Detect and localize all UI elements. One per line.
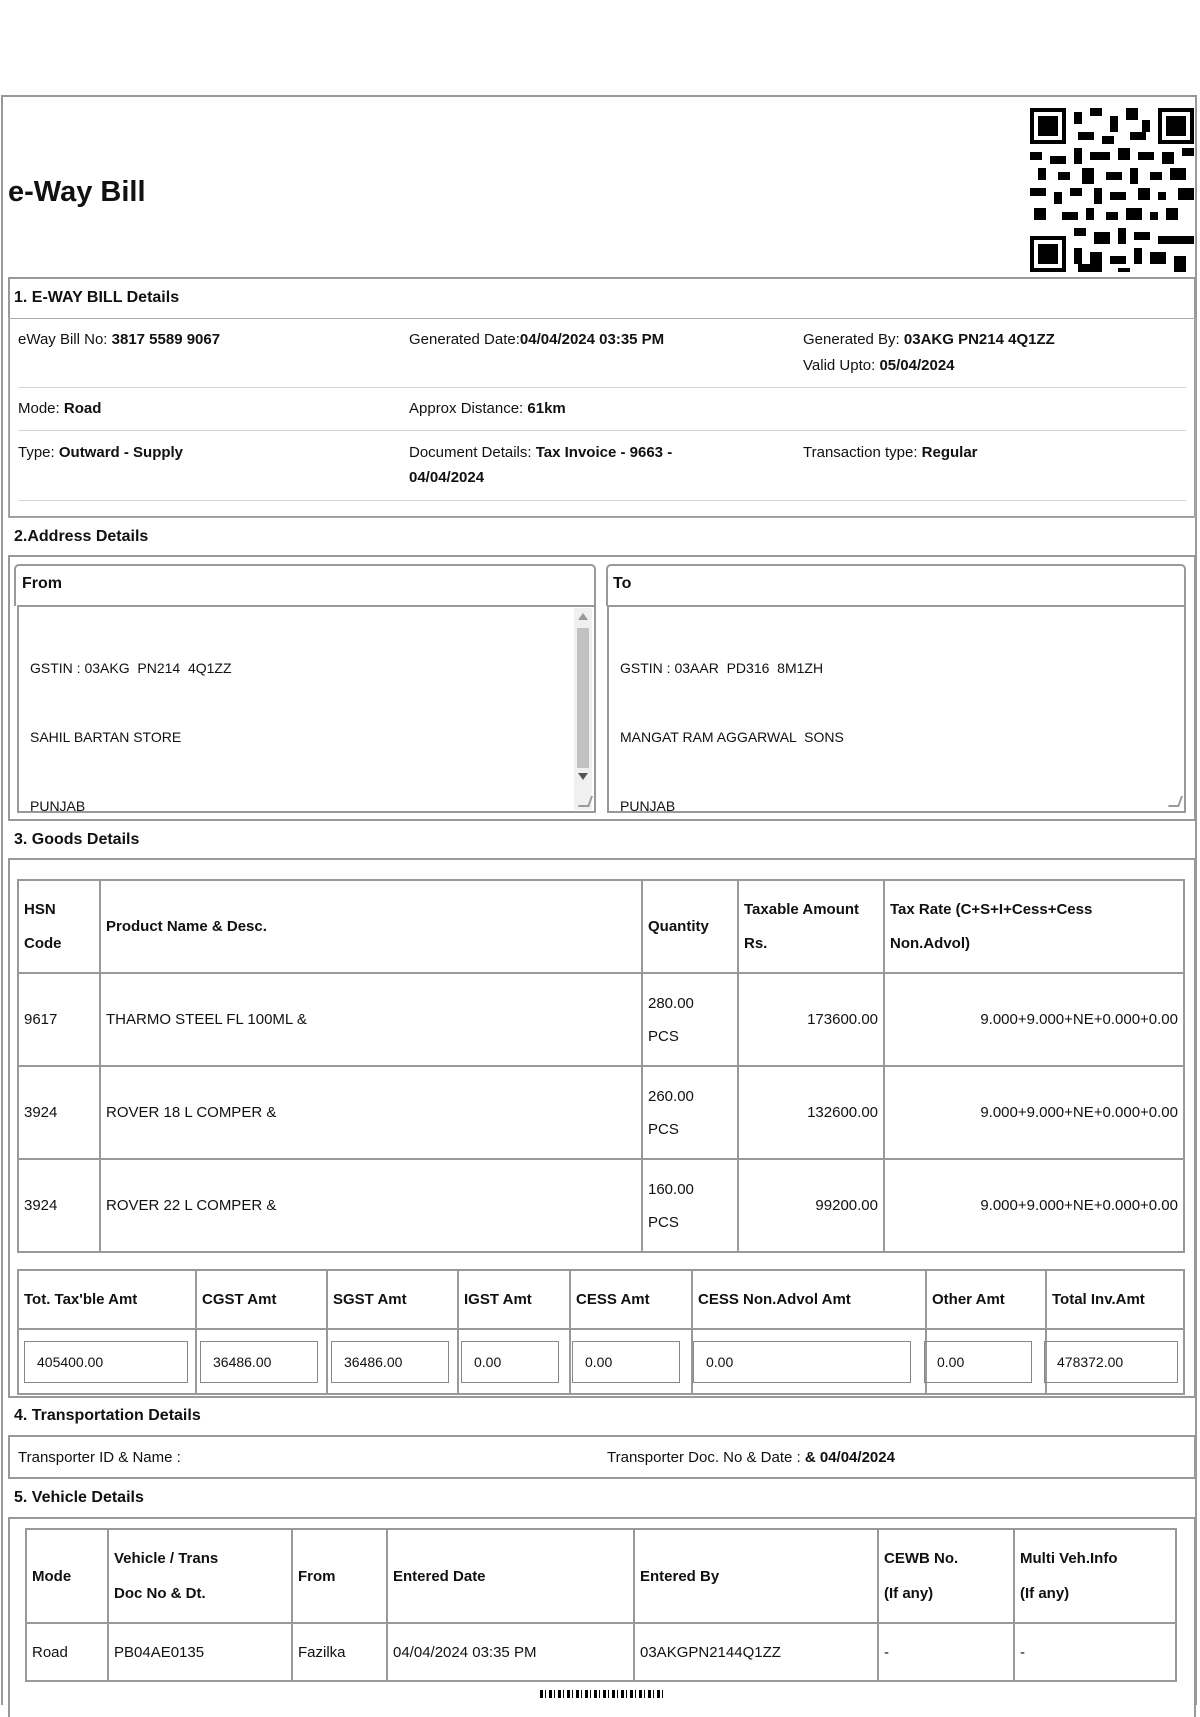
quantity-cell bbox=[642, 1159, 738, 1252]
col-cgst: CGST Amt bbox=[196, 1270, 327, 1329]
table-header-row bbox=[18, 880, 1184, 973]
supply-type-value: Outward - Supply bbox=[58, 444, 184, 461]
sgst-field[interactable]: 36486.00 bbox=[331, 1341, 449, 1383]
mode-label: Mode: bbox=[18, 400, 60, 417]
col-cewb-line1: CEWB No. bbox=[884, 1550, 959, 1567]
generated-date-value: 04/04/2024 03:35 PM bbox=[519, 331, 665, 348]
from-scrollbar[interactable] bbox=[574, 608, 592, 810]
generated-date bbox=[409, 327, 664, 352]
entered-by-cell: 03AKGPN2144Q1ZZ bbox=[634, 1623, 878, 1681]
quantity-value: 260.00 bbox=[648, 1087, 694, 1105]
col-quantity: Quantity bbox=[642, 880, 738, 973]
col-hsn-line1: HSN bbox=[24, 900, 56, 918]
document-details-label: Document Details: bbox=[409, 444, 532, 461]
generated-by bbox=[803, 327, 1055, 352]
col-entered-date: Entered Date bbox=[387, 1529, 634, 1623]
col-total-taxable: Tot. Tax'ble Amt bbox=[18, 1270, 196, 1329]
valid-upto bbox=[803, 353, 955, 378]
qr-code-icon bbox=[1030, 108, 1194, 272]
quantity-value: 280.00 bbox=[648, 994, 694, 1012]
col-multi-veh bbox=[1014, 1529, 1176, 1623]
col-hsn bbox=[18, 880, 100, 973]
table-row bbox=[18, 1066, 1184, 1159]
section-heading-goods: 3. Goods Details bbox=[14, 831, 140, 848]
vehicle-header-row bbox=[26, 1529, 1176, 1623]
taxable-cell: 173600.00 bbox=[738, 973, 884, 1066]
hsn-cell: 3924 bbox=[18, 1066, 100, 1159]
col-cess: CESS Amt bbox=[570, 1270, 692, 1329]
cgst-field[interactable]: 36486.00 bbox=[200, 1341, 318, 1383]
quantity-unit: PCS bbox=[648, 1213, 679, 1231]
col-cess-non-advol: CESS Non.Advol Amt bbox=[692, 1270, 926, 1329]
cewb-cell: - bbox=[878, 1623, 1014, 1681]
quantity-cell bbox=[642, 973, 738, 1066]
other-amt-field[interactable]: 0.00 bbox=[924, 1341, 1032, 1383]
approx-distance bbox=[409, 396, 566, 421]
to-address-textarea[interactable] bbox=[607, 605, 1186, 813]
col-cewb bbox=[878, 1529, 1014, 1623]
product-cell: ROVER 22 L COMPER & bbox=[100, 1159, 642, 1252]
taxable-cell: 132600.00 bbox=[738, 1066, 884, 1159]
col-taxable-line1: Taxable Amount bbox=[744, 900, 860, 918]
supply-type-label: Type: bbox=[18, 444, 55, 461]
col-mode: Mode bbox=[26, 1529, 108, 1623]
transporter-id: Transporter ID & Name : bbox=[18, 1449, 181, 1466]
vehicle-cell: PB04AE0135 bbox=[108, 1623, 292, 1681]
cess-field[interactable]: 0.00 bbox=[572, 1341, 680, 1383]
col-entered-by: Entered By bbox=[634, 1529, 878, 1623]
transporter-doc-value: & 04/04/2024 bbox=[804, 1449, 895, 1466]
from-line: PUNJAB bbox=[30, 798, 86, 813]
mode bbox=[18, 396, 101, 421]
transporter-doc-label: Transporter Doc. No & Date : bbox=[607, 1449, 801, 1466]
resize-grip-icon[interactable] bbox=[578, 796, 593, 807]
mode-value: Road bbox=[63, 400, 102, 417]
hsn-cell: 3924 bbox=[18, 1159, 100, 1252]
col-multi-line2: (If any) bbox=[1020, 1585, 1070, 1602]
hsn-cell: 9617 bbox=[18, 973, 100, 1066]
from-address-textarea[interactable] bbox=[17, 605, 596, 813]
quantity-value: 160.00 bbox=[648, 1180, 694, 1198]
taxable-cell: 99200.00 bbox=[738, 1159, 884, 1252]
generated-by-label: Generated By: bbox=[803, 331, 900, 348]
section-heading-vehicle: 5. Vehicle Details bbox=[14, 1489, 144, 1506]
eway-bill-no-label: eWay Bill No: bbox=[18, 331, 108, 348]
from-tab bbox=[14, 564, 596, 606]
col-total-inv: Total Inv.Amt bbox=[1046, 1270, 1184, 1329]
vehicle-table bbox=[25, 1528, 1177, 1682]
col-other: Other Amt bbox=[926, 1270, 1046, 1329]
section-heading-address: 2.Address Details bbox=[14, 528, 149, 545]
scroll-thumb[interactable] bbox=[577, 628, 589, 768]
col-cewb-line2: (If any) bbox=[884, 1585, 934, 1602]
mode-cell: Road bbox=[26, 1623, 108, 1681]
product-cell: THARMO STEEL FL 100ML & bbox=[100, 973, 642, 1066]
table-row bbox=[18, 1159, 1184, 1252]
from-label: From bbox=[22, 575, 62, 592]
col-tax-rate-line1: Tax Rate (C+S+I+Cess+Cess bbox=[890, 900, 1093, 918]
to-line: GSTIN : 03AAR PD316 8M1ZH bbox=[620, 660, 824, 676]
transaction-type-label: Transaction type: bbox=[803, 444, 918, 461]
scroll-up-icon[interactable] bbox=[578, 613, 588, 620]
tax-rate-cell: 9.000+9.000+NE+0.000+0.00 bbox=[884, 1159, 1184, 1252]
quantity-cell bbox=[642, 1066, 738, 1159]
goods-table bbox=[17, 879, 1185, 1253]
scroll-down-icon[interactable] bbox=[578, 773, 588, 780]
total-taxable-field[interactable]: 405400.00 bbox=[24, 1341, 188, 1383]
from-line: GSTIN : 03AKG PN214 4Q1ZZ bbox=[30, 660, 232, 676]
valid-upto-value: 05/04/2024 bbox=[879, 357, 955, 374]
to-line: PUNJAB bbox=[620, 798, 676, 813]
generated-by-value: 03AKG PN214 4Q1ZZ bbox=[903, 331, 1055, 348]
quantity-unit: PCS bbox=[648, 1120, 679, 1138]
col-tax-rate bbox=[884, 880, 1184, 973]
col-hsn-line2: Code bbox=[24, 934, 62, 952]
table-row bbox=[18, 973, 1184, 1066]
section-heading-transport: 4. Transportation Details bbox=[14, 1407, 201, 1424]
divider bbox=[18, 430, 1186, 431]
col-product: Product Name & Desc. bbox=[100, 880, 642, 973]
transport-box bbox=[8, 1435, 1196, 1479]
to-tab bbox=[606, 564, 1186, 606]
tax-rate-cell: 9.000+9.000+NE+0.000+0.00 bbox=[884, 1066, 1184, 1159]
col-sgst: SGST Amt bbox=[327, 1270, 458, 1329]
table-row bbox=[26, 1623, 1176, 1681]
from-cell: Fazilka bbox=[292, 1623, 387, 1681]
approx-distance-label: Approx Distance: bbox=[409, 400, 524, 417]
eway-bill-no-value: 3817 5589 9067 bbox=[111, 331, 221, 348]
totals-header-row bbox=[18, 1270, 1184, 1329]
from-line: SAHIL BARTAN STORE bbox=[30, 729, 182, 745]
divider bbox=[18, 387, 1186, 388]
col-taxable-line2: Rs. bbox=[744, 934, 768, 952]
generated-date-label: Generated Date: bbox=[409, 331, 520, 348]
product-cell: ROVER 18 L COMPER & bbox=[100, 1066, 642, 1159]
document-details bbox=[409, 440, 672, 465]
transporter-doc bbox=[607, 1445, 895, 1470]
document-details-value: Tax Invoice - 9663 - bbox=[535, 444, 673, 461]
to-line: MANGAT RAM AGGARWAL SONS bbox=[620, 729, 844, 745]
col-vehicle-line1: Vehicle / Trans bbox=[114, 1550, 219, 1567]
igst-field[interactable]: 0.00 bbox=[461, 1341, 559, 1383]
col-multi-line1: Multi Veh.Info bbox=[1020, 1550, 1118, 1567]
cess-non-advol-field[interactable]: 0.00 bbox=[693, 1341, 911, 1383]
col-taxable bbox=[738, 880, 884, 973]
transaction-type-value: Regular bbox=[921, 444, 978, 461]
divider bbox=[18, 500, 1186, 501]
valid-upto-label: Valid Upto: bbox=[803, 357, 876, 374]
total-inv-field[interactable]: 478372.00 bbox=[1044, 1341, 1178, 1383]
supply-type bbox=[18, 440, 183, 465]
eway-bill-no bbox=[18, 327, 220, 352]
tax-rate-cell: 9.000+9.000+NE+0.000+0.00 bbox=[884, 973, 1184, 1066]
col-tax-rate-line2: Non.Advol) bbox=[890, 934, 970, 952]
multi-veh-cell: - bbox=[1014, 1623, 1176, 1681]
entered-date-cell: 04/04/2024 03:35 PM bbox=[387, 1623, 634, 1681]
col-vehicle bbox=[108, 1529, 292, 1623]
col-vehicle-line2: Doc No & Dt. bbox=[114, 1585, 206, 1602]
quantity-unit: PCS bbox=[648, 1027, 679, 1045]
to-label: To bbox=[613, 575, 632, 592]
col-igst: IGST Amt bbox=[458, 1270, 570, 1329]
page-title: e-Way Bill bbox=[8, 176, 146, 208]
transaction-type bbox=[803, 440, 978, 465]
col-from: From bbox=[292, 1529, 387, 1623]
approx-distance-value: 61km bbox=[527, 400, 566, 417]
document-date: 04/04/2024 bbox=[409, 469, 485, 486]
barcode-icon bbox=[540, 1690, 665, 1698]
section-heading-ewb: 1. E-WAY BILL Details bbox=[14, 289, 180, 306]
